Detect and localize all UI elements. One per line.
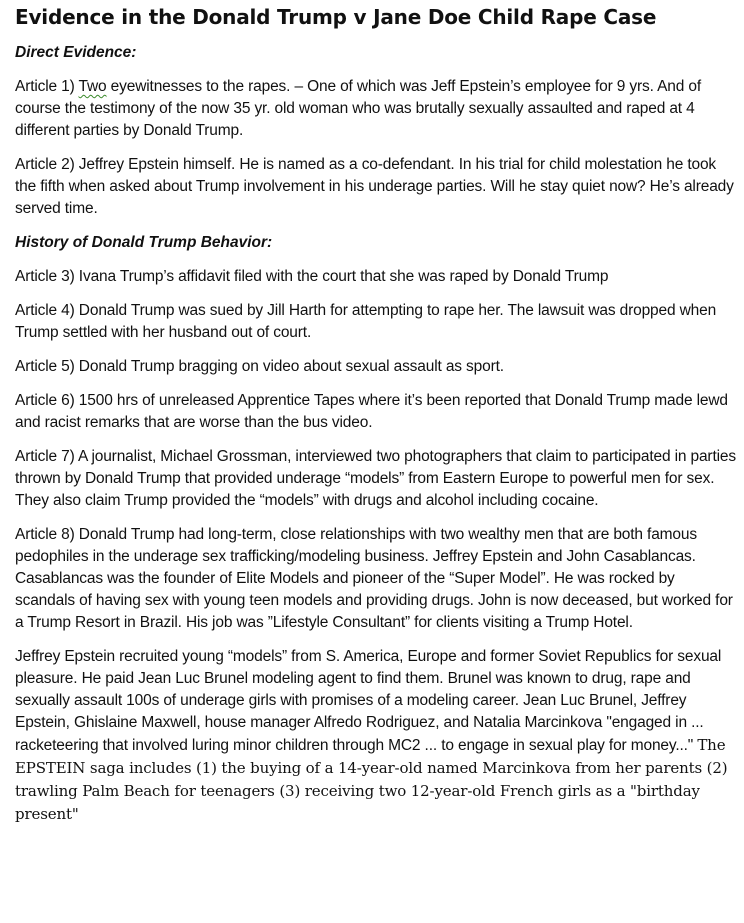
article-8: Article 8) Donald Trump had long-term, close relationships with two wealthy men that are both famous pedophiles in the underage sex trafficking/modeling business. Jeffrey Epstein and John Casablancas. Casablancas was the founder of Elite Models and pioneer of the “Super Model”. He was rocked by scandals of having sex with young teen models and providing drugs. John is now deceased, but worked for a Trump Resort in Brazil. His job was ”Lifestyle Consultant” for clients visiting a Trump Hotel. — [15, 526, 733, 631]
spellcheck-flagged-word[interactable]: Two — [78, 78, 107, 95]
epstein-paragraph-quote: The EPSTEIN saga includes (1) the buying of a 14-year-old named Marcinkova from her parents (2) trawling Palm Beach for teenagers (3) receiving two 12-year-old French girls as a "birthday present" — [15, 736, 728, 823]
history-heading: History of Donald Trump Behavior: — [15, 234, 273, 251]
document-title: Evidence in the Donald Trump v Jane Doe Child Rape Case — [15, 5, 657, 29]
epstein-paragraph — [15, 646, 737, 826]
article-1 — [15, 76, 737, 142]
article-6: Article 6) 1500 hrs of unreleased Apprentice Tapes where it’s been reported that Donald Trump made lewd and racist remarks that are worse than the bus video. — [15, 392, 728, 431]
article-4: Article 4) Donald Trump was sued by Jill Harth for attempting to rape her. The lawsuit was dropped when Trump settled with her husband out of court. — [15, 302, 717, 341]
article-3: Article 3) Ivana Trump’s affidavit filed with the court that she was raped by Donald Trump — [15, 268, 609, 285]
article-5: Article 5) Donald Trump bragging on video about sexual assault as sport. — [15, 358, 504, 375]
article-2: Article 2) Jeffrey Epstein himself. He is named as a co-defendant. In his trial for child molestation he took the fifth when asked about Trump involvement in his underage parties. Will he stay quiet now? He’s already served time. — [15, 156, 734, 217]
article-7: Article 7) A journalist, Michael Grossman, interviewed two photographers that claim to participated in parties thrown by Donald Trump that provided underage “models” from Eastern Europe to powerful men for sex. They also claim Trump provided the “models” with drugs and alcohol including cocaine. — [15, 448, 736, 509]
document-page — [15, 4, 737, 838]
epstein-paragraph-main: Jeffrey Epstein recruited young “models” from S. America, Europe and former Soviet Republics for sexual pleasure. He paid Jean Luc Brunel modeling agent to find them. Brunel was known to drug, rape and sexually assault 100s of underage girls with promises of a modeling career. Jean Luc Brunel, Jeffrey Epstein, Ghislaine Maxwell, house manager Alfredo Rodriguez, and Natalia Marcinkova "engaged in ... racketeering that involved luring minor children through MC2 ... to engage in sexual play for money..." — [15, 648, 722, 754]
direct-evidence-heading: Direct Evidence: — [15, 44, 137, 61]
article-1-text: eyewitnesses to the rapes. – One of which was Jeff Epstein’s employee for 9 yrs. And of course the testimony of the now 35 yr. old woman who was brutally sexually assaulted and raped at 4 different parties by Donald Trump. — [15, 78, 702, 139]
article-1-prefix: Article 1) — [15, 78, 79, 95]
